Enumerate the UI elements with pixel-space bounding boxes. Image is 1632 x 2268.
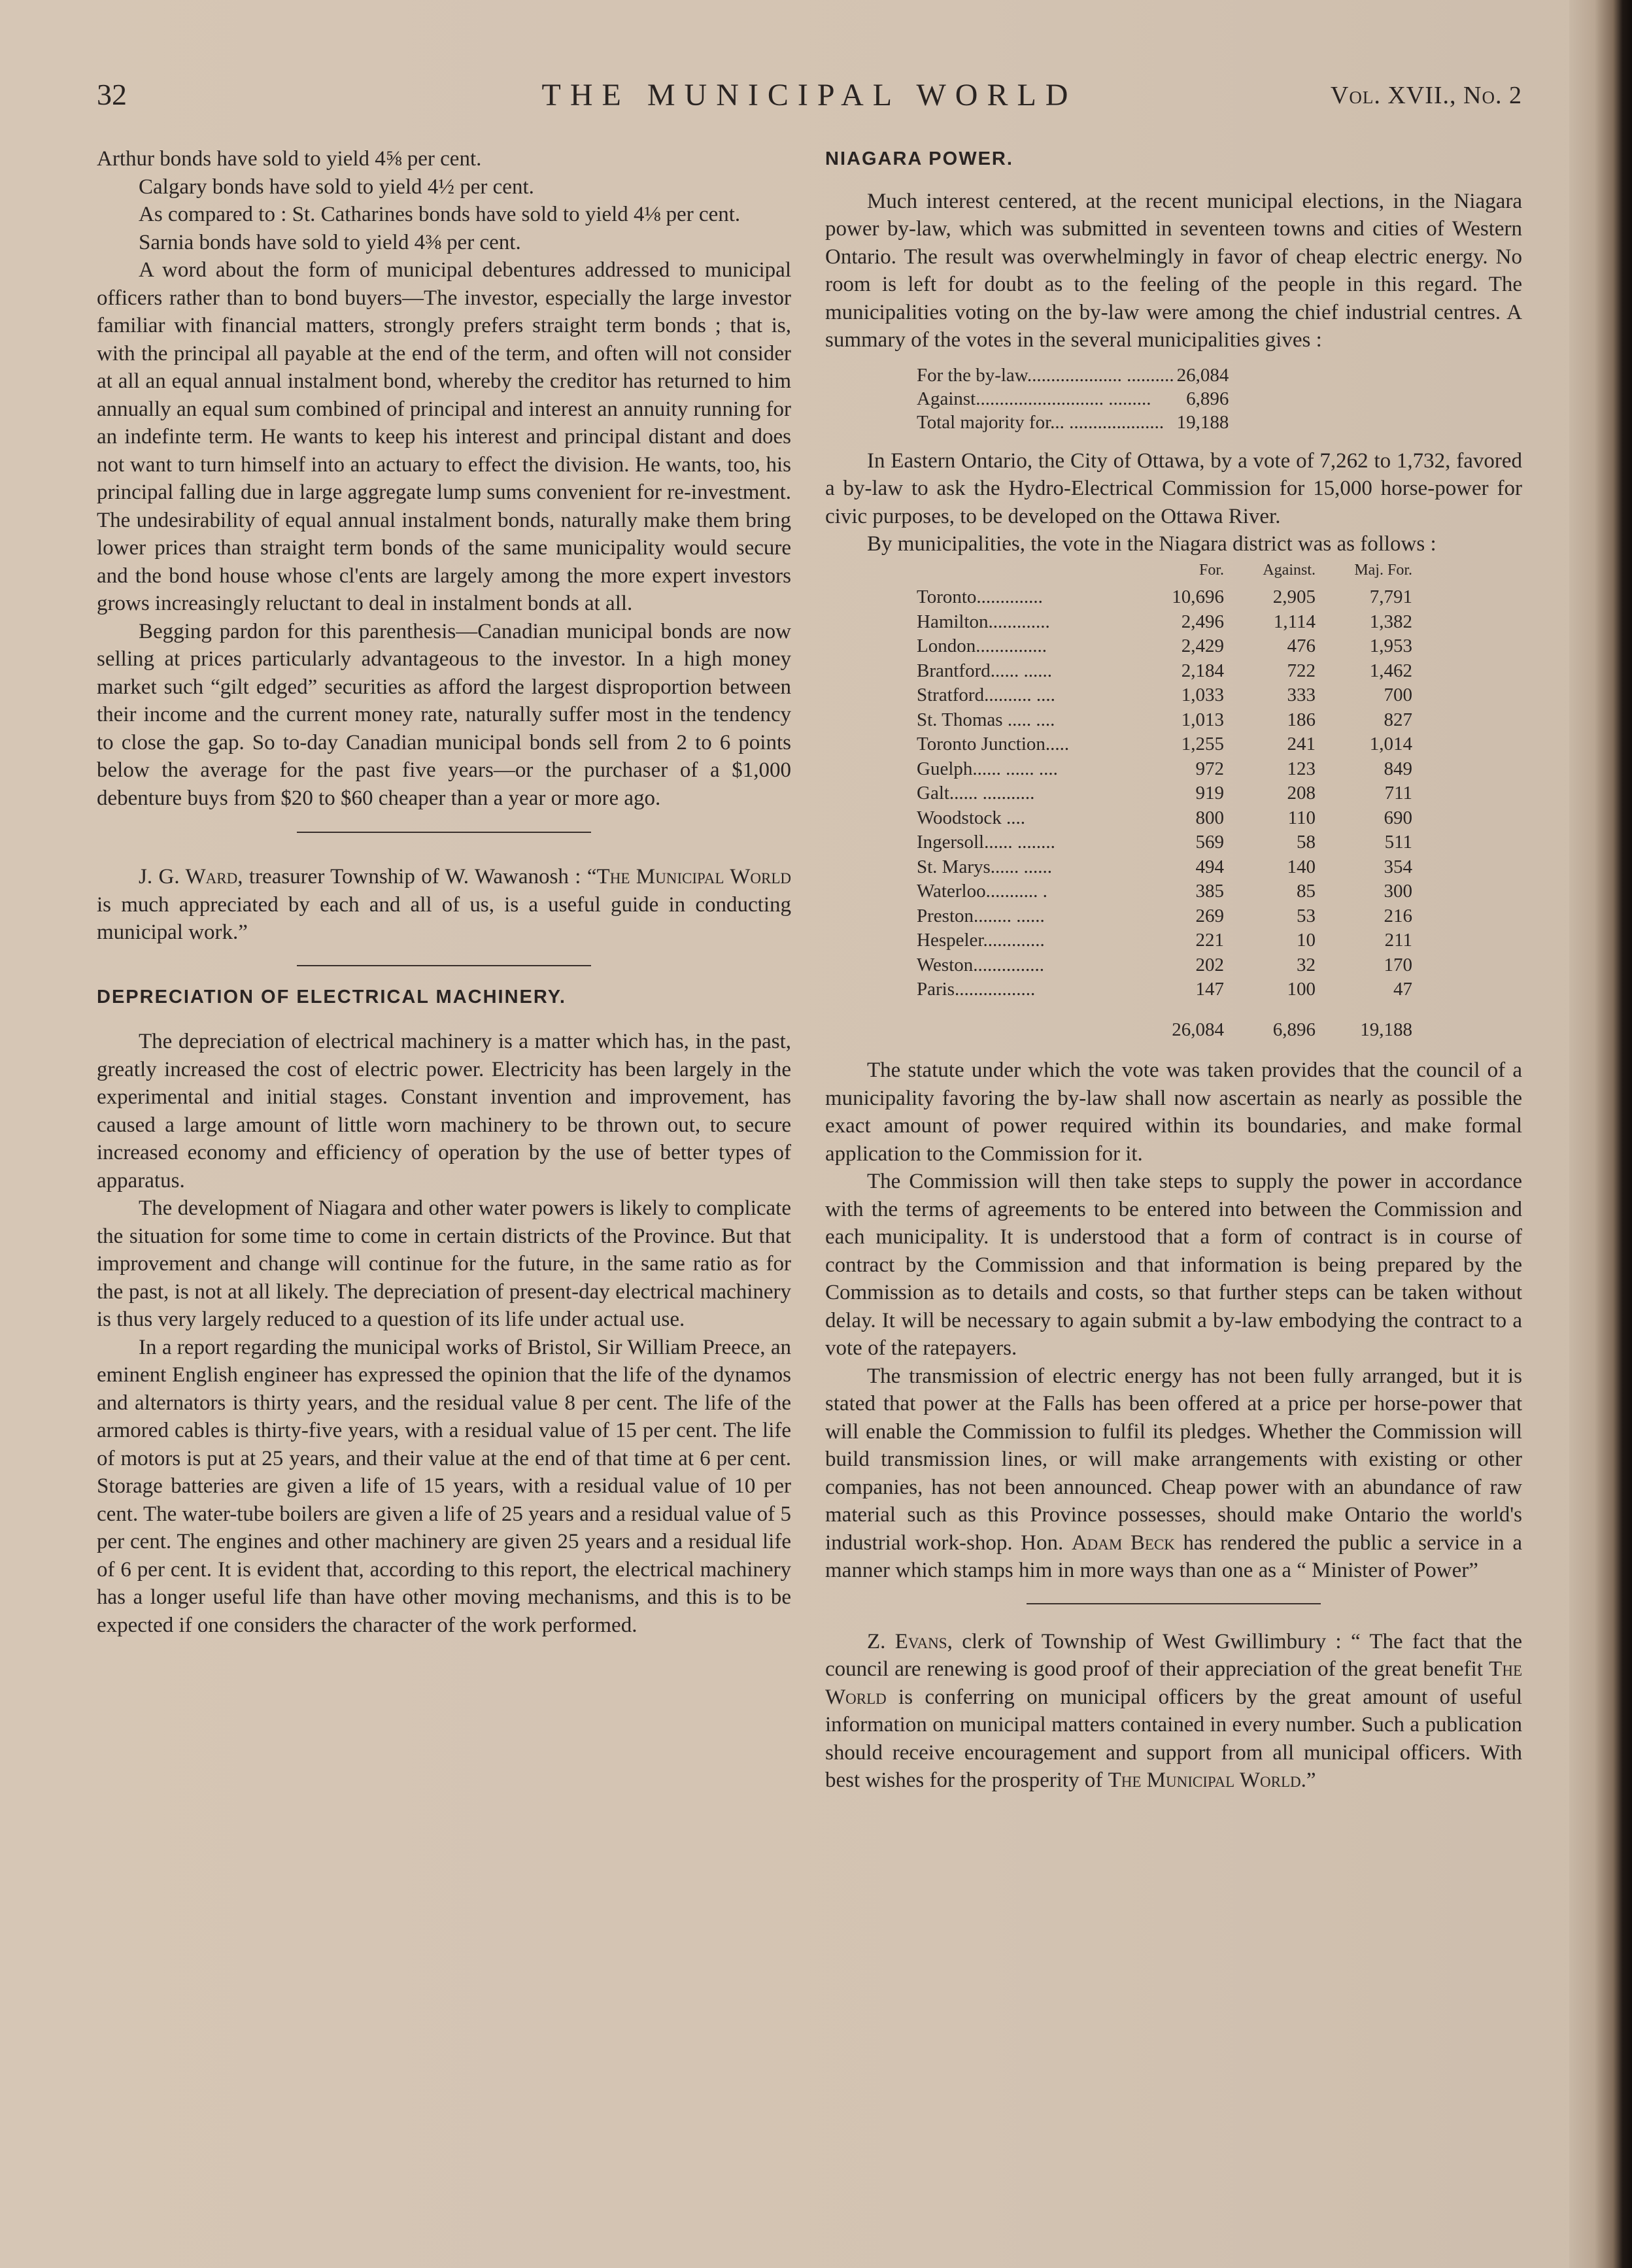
municipality-name: St. Marys...... ......: [917, 856, 1053, 877]
votes-for: 1,013: [1181, 709, 1224, 730]
paragraph: By municipalities, the vote in the Niagara district was as follows :: [867, 532, 1436, 556]
right-column: [825, 145, 1522, 1795]
votes-against: 2,905: [1272, 586, 1316, 607]
table-row: [917, 806, 1412, 831]
votes-for: 2,496: [1181, 611, 1224, 632]
table-row: [917, 977, 1412, 1002]
testimonial-text: is conferring on municipal officers by the great amount of useful information on municipal matters contained in every number. Such a publication should receive encouragement and support from all municipal officers. With best wishes for the prosperity of: [825, 1685, 1522, 1792]
votes-against: 333: [1287, 685, 1316, 705]
table-row: [917, 683, 1412, 708]
votes-against: 100: [1287, 979, 1316, 1000]
municipality-name: Guelph...... ...... ....: [917, 758, 1058, 779]
municipality-name: Paris.................: [917, 979, 1036, 1000]
municipality-name: Toronto..............: [917, 586, 1043, 607]
publication-name: The Municipal World: [1108, 1769, 1301, 1792]
municipality-name: Hespeler.............: [917, 930, 1045, 951]
municipality-name: Brantford...... ......: [917, 660, 1052, 681]
votes-against: 53: [1297, 905, 1316, 926]
table-row: [917, 855, 1412, 880]
votes-against: 241: [1287, 734, 1316, 754]
municipality-name: Stratford.......... ....: [917, 685, 1055, 705]
votes-for: 385: [1195, 881, 1224, 902]
paragraph-text: has rendered the public a service in a manner which stamps him in more ways than one as a “ Minister of Power”: [825, 1531, 1522, 1582]
municipality-name: Woodstock ....: [917, 807, 1026, 828]
column-header-for: For.: [1198, 561, 1224, 579]
votes-against: 140: [1287, 856, 1316, 877]
votes-against: 476: [1287, 635, 1316, 656]
votes-against: 1,114: [1273, 611, 1316, 632]
column-header-against: Against.: [1263, 561, 1316, 579]
municipality-name: London...............: [917, 635, 1047, 656]
total-majority: 19,188: [1360, 1019, 1412, 1040]
testimonial-author: J. G. Ward: [139, 865, 238, 889]
paragraph: Calgary bonds have sold to yield 4½ per cent.: [139, 175, 534, 199]
depreciation-heading: DEPRECIATION OF ELECTRICAL MACHINERY.: [97, 986, 566, 1007]
municipality-name: Preston........ ......: [917, 905, 1045, 926]
votes-against: 58: [1297, 832, 1316, 853]
paragraph: Begging pardon for this parenthesis—Canadian municipal bonds are now selling at prices particularly advantageous to the investor. In a high money market such “gilt edged” securities as afford the largest disproportion between their income and the current money rate, naturally suffer most in the tendency to close the gap. So to-day Canadian municipal bonds sell from 2 to 6 points below the average for the past five years—or the purchaser of a $1,000 debenture buys from $20 to $60 cheaper than a year or more ago.: [97, 619, 791, 810]
votes-for: 569: [1195, 832, 1224, 853]
paragraph: In a report regarding the municipal works of Bristol, Sir William Preece, an eminent English engineer has expressed the opinion that the life of the dynamos and alternators is thirty years, and the residual value 8 per cent. The life of the armored cables is thirty-five years, with a residual value of 15 per cent. The life of motors is put at 25 years, and their value at the end of that time at 6 per cent. Storage batteries are given a life of 15 years, with a residual value of 10 per cent. The water-tube boilers are given a life of 25 years and a residual value of 5 per cent. The engines and other machinery are given 25 years and a residual life of 6 per cent. It is evident that, according to this report, the electrical machinery has a longer useful life than have other moving mechanisms, and this is to be expected if one considers the character of the work performed.: [97, 1335, 791, 1637]
paragraph: The development of Niagara and other water powers is likely to complicate the situation for some time to come in certain districts of the Province. But that improvement and change will continue for the future, in the same ratio as for the past, is not at all likely. The depreciation of present-day electrical machinery is thus very largely reduced to a question of its life under actual use.: [97, 1196, 791, 1331]
column-header-majority: Maj. For.: [1354, 561, 1412, 579]
table-row: [917, 610, 1412, 635]
votes-for: 919: [1195, 783, 1224, 804]
page-number: 32: [97, 78, 127, 111]
table-row: [917, 708, 1412, 733]
votes-against: 32: [1297, 954, 1316, 975]
paragraph: Arthur bonds have sold to yield 4⅝ per cent.: [97, 147, 482, 171]
table-row: [917, 879, 1412, 904]
table-row: [917, 585, 1412, 610]
table-row: [917, 904, 1412, 929]
votes-for: 800: [1195, 807, 1224, 828]
testimonial-text: .”: [1300, 1769, 1316, 1792]
paragraph: Much interest centered, at the recent municipal elections, in the Niagara power by-law, which was submitted in seventeen towns and cities of Western Ontario. The result was overwhelmingly in favor of cheap electric energy. No room is left for doubt as to the feeling of the people in this regard. The municipalities voting on the by-law were among the chief industrial centres. A summary of the votes in the several municipalities gives :: [825, 189, 1522, 352]
majority-for: 47: [1393, 979, 1412, 1000]
majority-for: 354: [1384, 856, 1412, 877]
total-against: 6,896: [1272, 1019, 1316, 1040]
table-row: [917, 634, 1412, 659]
votes-against: 123: [1287, 758, 1316, 779]
votes-for: 972: [1195, 758, 1224, 779]
municipality-name: Waterloo........... .: [917, 881, 1047, 902]
volume-number: Vol. XVII., No. 2: [1330, 82, 1522, 109]
paragraph: In Eastern Ontario, the City of Ottawa, by a vote of 7,262 to 1,732, favored a by-law to ask the Hydro-Electrical Commission for 15,000 horse-power for civic purposes, to be developed on the Ottawa River.: [825, 449, 1522, 528]
person-name: Adam Beck: [1071, 1531, 1175, 1555]
summary-value: 19,188: [1176, 411, 1229, 433]
votes-for: 202: [1195, 954, 1224, 975]
paragraph: A word about the form of municipal debentures addressed to municipal officers rather than to bond buyers—The investor, especially the large investor familiar with financial matters, strongly prefers straight term bonds ; that is, with the principal all payable at the end of the term, and often will not consider at all an equal annual instalment bond, whereby the creditor has returned to him annually an equal sum combined of principal and interest an annuity running for an indefinte term. He wants to keep his interest and principal distant and does not want to turn himself into an actuary to effect the division. He wants, too, his principal falling due in large aggregate lump sums convenient for re-investment. The undesirability of equal annual instalment bonds, naturally make them bring lower prices than straight term bonds of the same municipality would secure and the bond house whose cl'ents are largely among the more expert investors grows increasingly reluctant to deal in instalment bonds at all.: [97, 258, 791, 615]
majority-for: 700: [1384, 685, 1412, 705]
votes-for: 269: [1195, 905, 1224, 926]
vote-summary-table: [917, 364, 1229, 434]
table-header-row: [917, 558, 1412, 586]
summary-label: Total majority for... ....................: [917, 411, 1164, 433]
majority-for: 827: [1384, 709, 1412, 730]
paragraph: Sarnia bonds have sold to yield 4⅜ per cent.: [139, 230, 521, 254]
niagara-heading: NIAGARA POWER.: [825, 148, 1013, 169]
majority-for: 7,791: [1369, 586, 1412, 607]
table-row: [917, 928, 1412, 953]
votes-against: 10: [1297, 930, 1316, 951]
majority-for: 170: [1384, 954, 1412, 975]
paragraph: The statute under which the vote was taken provides that the council of a municipality favoring the by-law shall now ascertain as nearly as possible the exact amount of power required within its boundaries, and make formal application to the Commission for it.: [825, 1058, 1522, 1166]
section-divider: [1027, 1603, 1321, 1604]
total-for: 26,084: [1172, 1019, 1224, 1040]
votes-against: 722: [1287, 660, 1316, 681]
summary-row: [917, 364, 1229, 387]
paragraph: As compared to : St. Catharines bonds have sold to yield 4⅛ per cent.: [139, 203, 741, 226]
votes-for: 221: [1195, 930, 1224, 951]
votes-for: 2,429: [1181, 635, 1224, 656]
publication-name: The Municipal World: [596, 865, 791, 889]
left-column: [97, 145, 791, 1639]
municipality-name: Hamilton.............: [917, 611, 1050, 632]
summary-value: 26,084: [1176, 364, 1229, 386]
paragraph: The depreciation of electrical machinery is a matter which has, in the past, greatly increased the cost of electric power. Electricity has been largely in the experimental and initial stages. Constant invention and improvement, has caused a large amount of little worn machinery to be thrown out, to secure increased economy and efficiency of operation by the use of better types of apparatus.: [97, 1030, 791, 1193]
majority-for: 1,014: [1369, 734, 1412, 754]
municipality-name: St. Thomas ..... ....: [917, 709, 1055, 730]
municipality-name: Toronto Junction.....: [917, 734, 1070, 754]
section-divider: [297, 965, 591, 966]
majority-for: 300: [1384, 881, 1412, 902]
municipality-name: Weston...............: [917, 954, 1045, 975]
majority-for: 511: [1384, 832, 1412, 853]
majority-for: 211: [1384, 930, 1412, 951]
majority-for: 1,382: [1369, 611, 1412, 632]
summary-label: Against........................... .........: [917, 388, 1151, 409]
votes-for: 494: [1195, 856, 1224, 877]
votes-for: 10,696: [1172, 586, 1224, 607]
table-row: [917, 757, 1412, 782]
votes-for: 2,184: [1181, 660, 1224, 681]
table-row: [917, 953, 1412, 978]
majority-for: 690: [1384, 807, 1412, 828]
majority-for: 216: [1384, 905, 1412, 926]
paragraph-transmission: [825, 1362, 1522, 1585]
majority-for: 849: [1384, 758, 1412, 779]
table-row: [917, 781, 1412, 806]
summary-row: [917, 387, 1229, 411]
journal-title: THE MUNICIPAL WORLD: [541, 78, 1078, 112]
testimonial-text: is much appreciated by each and all of us, is a useful guide in conducting municipal work.”: [97, 892, 791, 944]
testimonial-evans: [825, 1628, 1522, 1795]
votes-against: 208: [1287, 783, 1316, 804]
page-header: [97, 77, 1522, 129]
votes-against: 85: [1297, 881, 1316, 902]
totals-row: [917, 1002, 1412, 1043]
municipality-name: Ingersoll...... ........: [917, 832, 1055, 853]
votes-for: 147: [1195, 979, 1224, 1000]
summary-label: For the by-law.................... ..........: [917, 364, 1174, 386]
votes-against: 186: [1287, 709, 1316, 730]
municipality-name: Galt...... ...........: [917, 783, 1035, 804]
table-row: [917, 732, 1412, 757]
votes-against: 110: [1287, 807, 1316, 828]
summary-row: [917, 411, 1229, 434]
majority-for: 1,953: [1369, 635, 1412, 656]
paragraph: The Commission will then take steps to supply the power in accordance with the terms of agreements to be entered into between the Commission and each municipality. It is understood that a form of contract is in course of contract by the Commission and that information is being prepared by the Commission as to details and costs, so that further steps can be taken without delay. It will be necessary to again submit a by-law embodying the contract to a vote of the ratepayers.: [825, 1170, 1522, 1360]
majority-for: 711: [1384, 783, 1412, 804]
testimonial-ward: [97, 863, 791, 947]
paragraph-text: The transmission of electric energy has not been fully arranged, but it is stated that power at the Falls has been offered at a price per horse-power that will enable the Commission to fulfil its pledges. Whether the Commission will build transmission lines, or will make arrangements with existing or other companies, has not been announced. Cheap power with an abundance of raw material such as this Province possesses, should make Ontario the world's industrial work-shop. Hon.: [825, 1364, 1522, 1555]
municipal-votes-table: [917, 558, 1412, 1043]
table-row: [917, 830, 1412, 855]
table-row: [917, 659, 1412, 684]
votes-for: 1,033: [1181, 685, 1224, 705]
votes-for: 1,255: [1181, 734, 1224, 754]
publication-name: The World: [825, 1657, 1522, 1709]
testimonial-author: Z. Evans: [867, 1629, 947, 1653]
testimonial-text: , treasurer Township of W. Wawanosh : “: [237, 865, 597, 889]
majority-for: 1,462: [1369, 660, 1412, 681]
page-binding-edge: [1569, 0, 1632, 2268]
testimonial-text: , clerk of Township of West Gwillimbury : “ The fact that the council are renewing is good proof of their appreciation of the great benefit: [825, 1629, 1522, 1681]
summary-value: 6,896: [1186, 388, 1229, 409]
section-divider: [297, 832, 591, 833]
